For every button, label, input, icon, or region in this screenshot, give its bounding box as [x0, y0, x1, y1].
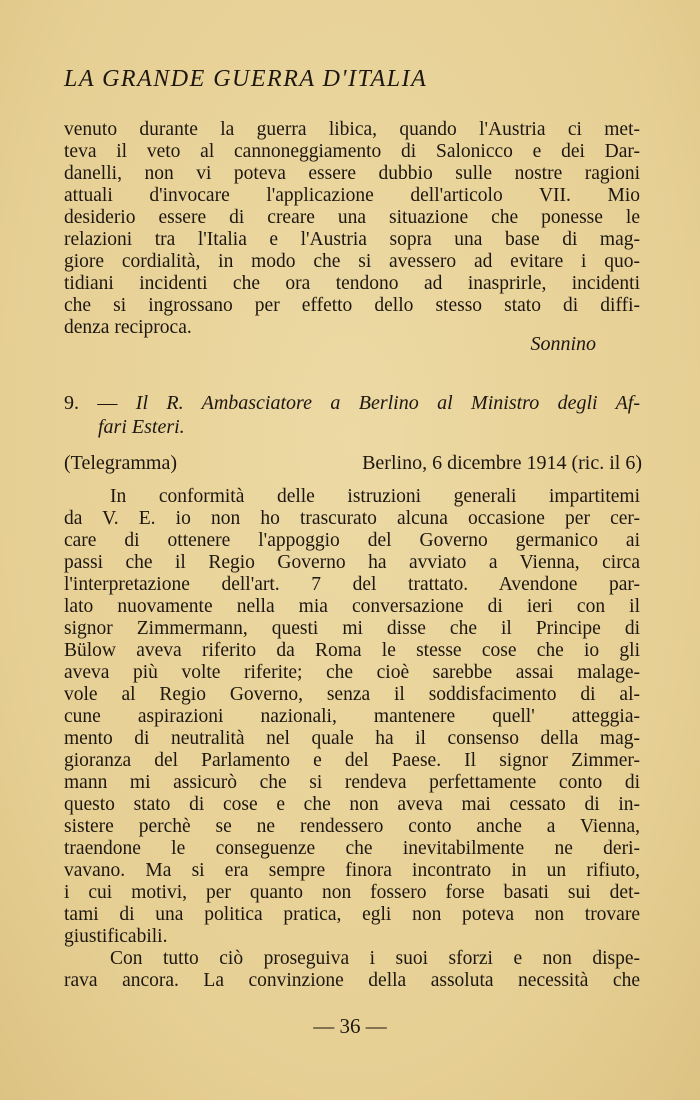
text-line: l'interpretazione dell'art. 7 del trattato. Avendone par- [64, 574, 640, 595]
text-line: traendone le conseguenze che inevitabilmente ne deri- [64, 838, 640, 859]
text-line: vavano. Ma si era sempre finora incontrato in un rifiuto, [64, 860, 640, 881]
heading-line: Il R. Ambasciatore a Berlino al Ministro degli Af- [135, 392, 641, 414]
text-line: giore cordialità, in modo che si avessero ad evitare i quo- [64, 251, 640, 272]
text-line: tidiani incidenti che ora tendono ad inasprirle, incidenti [64, 273, 640, 294]
document-number: 9. — [64, 392, 118, 414]
text-line: In conformità delle istruzioni generali impartitemi [110, 486, 640, 507]
text-line: mento di neutralità nel quale ha il consenso della mag- [64, 728, 640, 749]
text-line: mann mi assicurò che si rendeva perfettamente conto di [64, 772, 640, 793]
signature: Sonnino [530, 333, 596, 355]
document-date: Berlino, 6 dicembre 1914 (ric. il 6) [362, 452, 642, 474]
text-line: venuto durante la guerra libica, quando l'Austria ci met- [64, 119, 640, 140]
document-body [64, 486, 640, 992]
text-line: teva il veto al cannoneggiamento di Salonicco e dei Dar- [64, 141, 640, 162]
text-line: gioranza del Parlamento e del Paese. Il signor Zimmer- [64, 750, 640, 771]
text-line: rava ancora. La convinzione della assoluta necessità che [64, 970, 640, 991]
text-line: cune aspirazioni nazionali, mantenere quell' atteggia- [64, 706, 640, 727]
text-line: tami di una politica pratica, egli non poteva non trovare [64, 904, 640, 925]
document-heading [64, 391, 640, 439]
text-line: vole al Regio Governo, senza il soddisfacimento di al- [64, 684, 640, 705]
continuation-paragraph [64, 119, 640, 339]
text-line: passi che il Regio Governo ha avviato a Vienna, circa [64, 552, 640, 573]
text-line: care di ottenere l'appoggio del Governo germanico ai [64, 530, 640, 551]
text-line: questo stato di cose e che non aveva mai cessato di in- [64, 794, 640, 815]
text-line: attuali d'invocare l'applicazione dell'articolo VII. Mio [64, 185, 640, 206]
text-line: denza reciproca. [64, 317, 192, 338]
text-line: relazioni tra l'Italia e l'Austria sopra una base di mag- [64, 229, 640, 250]
text-line: signor Zimmermann, questi mi disse che il Principe di [64, 618, 640, 639]
text-line: giustificabili. [64, 926, 168, 947]
text-line: che si ingrossano per effetto dello stesso stato di diffi- [64, 295, 640, 316]
text-line: danelli, non vi poteva essere dubbio sulle nostre ragioni [64, 163, 640, 184]
document-type: (Telegramma) [64, 452, 177, 474]
text-line: da V. E. io non ho trascurato alcuna occasione per cer- [64, 508, 640, 529]
text-line: lato nuovamente nella mia conversazione di ieri con il [64, 596, 640, 617]
text-line: Bülow aveva riferito da Roma le stesse cose che io gli [64, 640, 640, 661]
heading-line: fari Esteri. [98, 416, 185, 438]
text-line: Con tutto ciò proseguiva i suoi sforzi e non dispe- [110, 948, 640, 969]
text-line: desiderio essere di creare una situazione che ponesse le [64, 207, 640, 228]
text-line: aveva più volte riferite; che cioè sarebbe assai malage- [64, 662, 640, 683]
text-line: sistere perchè se ne rendessero conto anche a Vienna, [64, 816, 640, 837]
text-line: i cui motivi, per quanto non fossero forse basati sui det- [64, 882, 640, 903]
running-head: LA GRANDE GUERRA D'ITALIA [64, 66, 428, 92]
page-number: — 36 — [313, 1014, 387, 1038]
